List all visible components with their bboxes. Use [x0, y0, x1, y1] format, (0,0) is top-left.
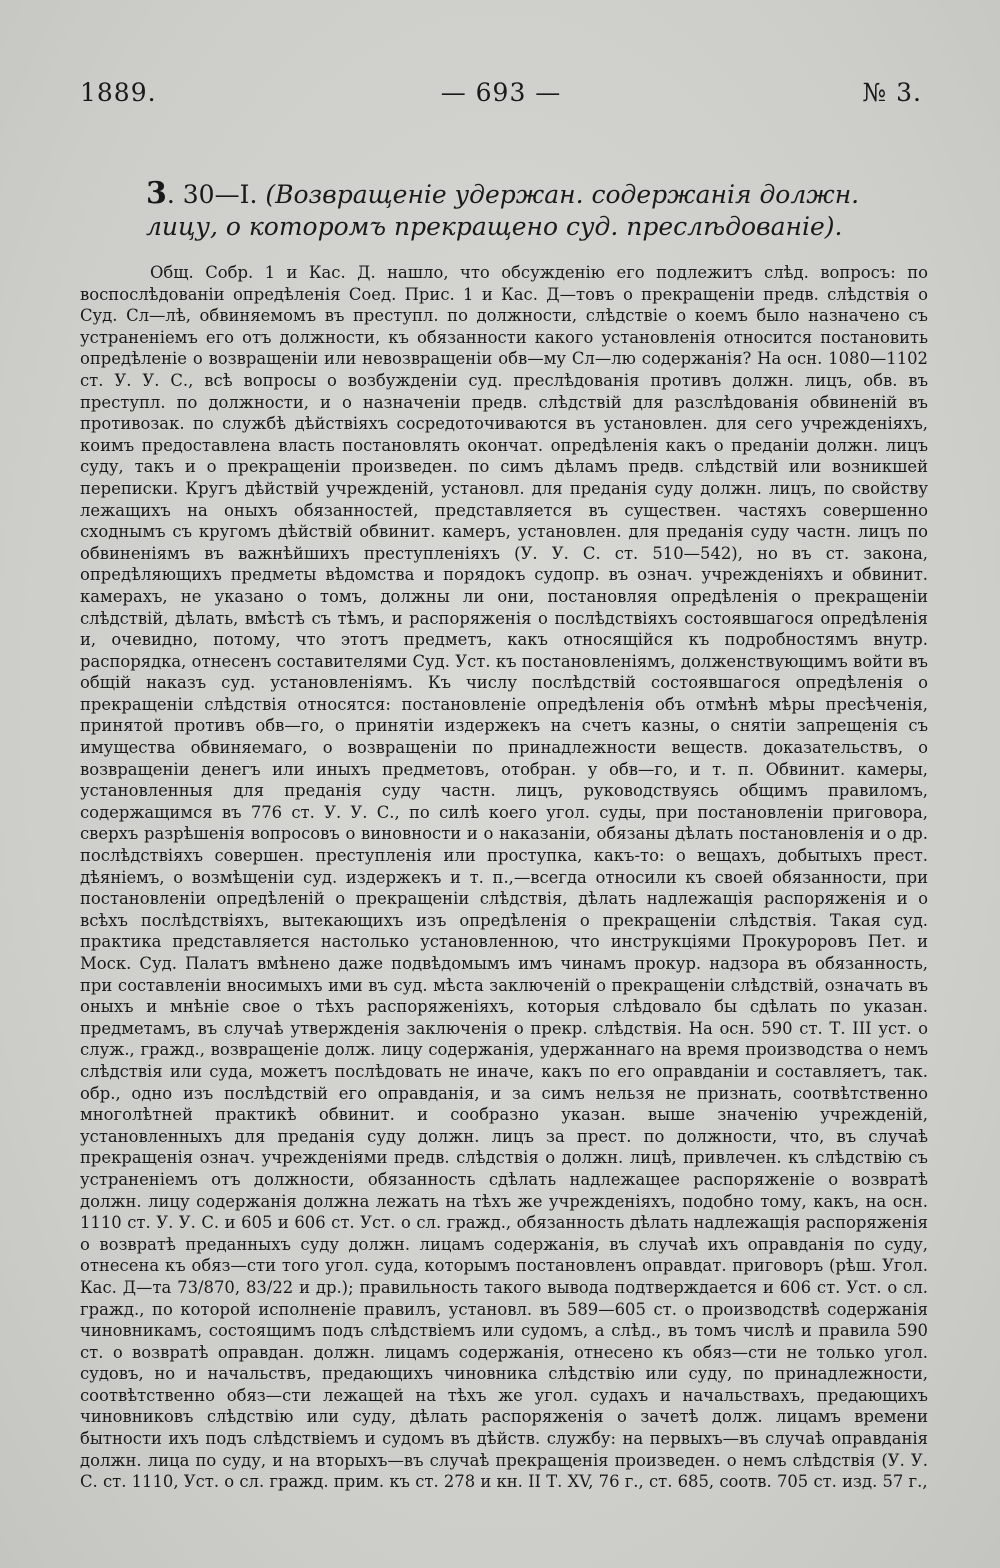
- section-heading: [146, 178, 928, 243]
- section-number: 3: [146, 176, 167, 211]
- body-text: Общ. Собр. 1 и Кас. Д. нашло, что обсужденію его подлежитъ слѣд. вопросъ: по воспослѣдованіи опредѣленія Соед. Прис. 1 и Кас. Д—товъ о прекращеніи предв. слѣдствія о Суд. Сл—лѣ, обвиняемомъ въ преступл. по должности, слѣдствіе о коемъ было назначено съ устраненіемъ его отъ должности, къ обязанности какого установленія относится постановить опредѣленіе о возвращеніи или невозвращеніи обв—му Сл—лю содержанія? На осн. 1080—1102 ст. У. У. С., всѣ вопросы о возбужденіи суд. преслѣдованія противъ должн. лицъ, обв. въ преступл. по должности, и о назначеніи предв. слѣдствій для разслѣдованія обвиненій въ противозак. по службѣ дѣйствіяхъ сосредоточиваются въ установлен. для сего учрежденіяхъ, коимъ предоставлена власть постановлять окончат. опредѣленія какъ о преданіи должн. лицъ суду, такъ и о прекращеніи произведен. по симъ дѣламъ предв. слѣдствій или возникшей переписки. Кругъ дѣйствій учрежденій, установл. для преданія суду должн. лицъ, по свойству лежащихъ на оныхъ обязанностей, представляется въ существен. частяхъ совершенно сходнымъ съ кругомъ дѣйствій обвинит. камеръ, установлен. для преданія суду частн. лицъ по обвиненіямъ въ важнѣйшихъ преступленіяхъ (У. У. С. ст. 510—542), но въ ст. закона, опредѣляющихъ предметы вѣдомства и порядокъ судопр. въ означ. учрежденіяхъ и обвинит. камерахъ, не указано о томъ, должны ли они, постановляя опредѣленія о прекращеніи слѣдствій, дѣлать, вмѣстѣ съ тѣмъ, и распоряженія о послѣдствіяхъ состоявшагося опредѣленія и, очевидно, потому, что этотъ предметъ, какъ относящійся къ подробностямъ внутр. распорядка, отнесенъ составителями Суд. Уст. къ постановленіямъ, долженствующимъ войти въ общій наказъ суд. установленіямъ. Къ числу послѣдствій состоявшагося опредѣленія о прекращеніи слѣдствія относятся: постановленіе опредѣленія объ отмѣнѣ мѣры пресѣченія, принятой противъ обв—го, о принятіи издержекъ на счетъ казны, о снятіи запрещенія съ имущества обвиняемаго, о возвращеніи по принадлежности веществ. доказательствъ, о возвращеніи денегъ или иныхъ предметовъ, отобран. у обв—го, и т. п. Обвинит. камеры, установленныя для преданія суду частн. лицъ, руководствуясь общимъ правиломъ, содержащимся въ 776 ст. У. У. С., по силѣ коего угол. суды, при постановленіи приговора, сверхъ разрѣшенія вопросовъ о виновности и о наказаніи, обязаны дѣлать постановленія и о др. послѣдствіяхъ совершен. преступленія или проступка, какъ-то: о вещахъ, добытыхъ прест. дѣяніемъ, о возмѣщеніи суд. издержекъ и т. п.,—всегда относили къ своей обязанности, при постановленіи опредѣленій о прекращеніи слѣдствія, дѣлать надлежащія распоряженія и о всѣхъ послѣдствіяхъ, вытекающихъ изъ опредѣленія о прекращеніи слѣдствія. Такая суд. практика представляется настолько установленною, что инструкціями Прокуроровъ Пет. и Моск. Суд. Палатъ вмѣнено даже подвѣдомымъ имъ чинамъ прокур. надзора въ обязанность, при составленіи вносимыхъ ими въ суд. мѣста заключеній о прекращеніи слѣдствій, означать въ оныхъ и мнѣніе свое о тѣхъ распоряженіяхъ, которыя слѣдовало бы сдѣлать по указан. предметамъ, въ случаѣ утвержденія заключенія о прекр. слѣдствія. На осн. 590 ст. Т. III уст. о служ., гражд., возвращеніе долж. лицу содержанія, удержаннаго на время производства о немъ слѣдствія или суда, можетъ послѣдовать не иначе, какъ по его оправданіи и составляетъ, так. обр., одно изъ послѣдствій его оправданія, и за симъ нельзя не признать, соотвѣтственно многолѣтней практикѣ обвинит. и сообразно указан. выше значенію учрежденій, установленныхъ для преданія суду должн. лицъ за прест. по должности, что, въ случаѣ прекращенія означ. учрежденіями предв. слѣдствія о должн. лицѣ, привлечен. къ слѣдствію съ устраненіемъ отъ должности, обязанность сдѣлать надлежащее распоряженіе о возвратѣ должн. лицу содержанія должна лежать на тѣхъ же учрежденіяхъ, подобно тому, какъ, на осн. 1110 ст. У. У. С. и 605 и 606 ст. Уст. о сл. гражд., обязанность дѣлать надлежащія распоряженія о возвратѣ преданныхъ суду должн. лицамъ содержанія, въ случаѣ ихъ оправданія по суду, отнесена къ обяз—сти того угол. суда, которымъ постановленъ оправдат. приговоръ (рѣш. Угол. Кас. Д—та 73/870, 83/22 и др.); правильность такого вывода подтверждается и 606 ст. Уст. о сл. гражд., по которой исполненіе правилъ, установл. въ 589—605 ст. о производствѣ содержанія чиновникамъ, состоящимъ подъ слѣдствіемъ или судомъ, а слѣд., въ томъ числѣ и правила 590 ст. о возвратѣ оправдан. должн. лицамъ содержанія, отнесено къ обяз—сти не только угол. судовъ, но и начальствъ, предающихъ чиновника слѣдствію или суду, по принадлежности, соотвѣтственно обяз—сти лежащей на тѣхъ же угол. судахъ и начальствахъ, предающихъ чиновниковъ слѣдствію или суду, дѣлать распоряженія о зачетѣ долж. лицамъ времени бытности ихъ подъ слѣдствіемъ и судомъ въ дѣйств. службу: на первыхъ—въ случаѣ оправданія должн. лица по суду, и на вторыхъ—въ случаѣ прекращенія произведен. о немъ слѣдствія (У. У. С. ст. 1110, Уст. о сл. гражд. прим. къ ст. 278 и кн. II Т. XV, 76 г., ст. 685, соотв. 705 ст. изд. 57 г.,: [80, 263, 928, 1492]
- section-title: (Возвращеніе удержан. содержанія должн. лицу, о которомъ прекращено суд. преслѣдованіе).: [146, 180, 860, 241]
- year: 1889.: [80, 78, 157, 107]
- page-header: [80, 78, 922, 118]
- issue-number: № 3.: [862, 78, 922, 107]
- case-number: . 30—I.: [166, 180, 258, 209]
- page-number: — 693 —: [440, 78, 562, 107]
